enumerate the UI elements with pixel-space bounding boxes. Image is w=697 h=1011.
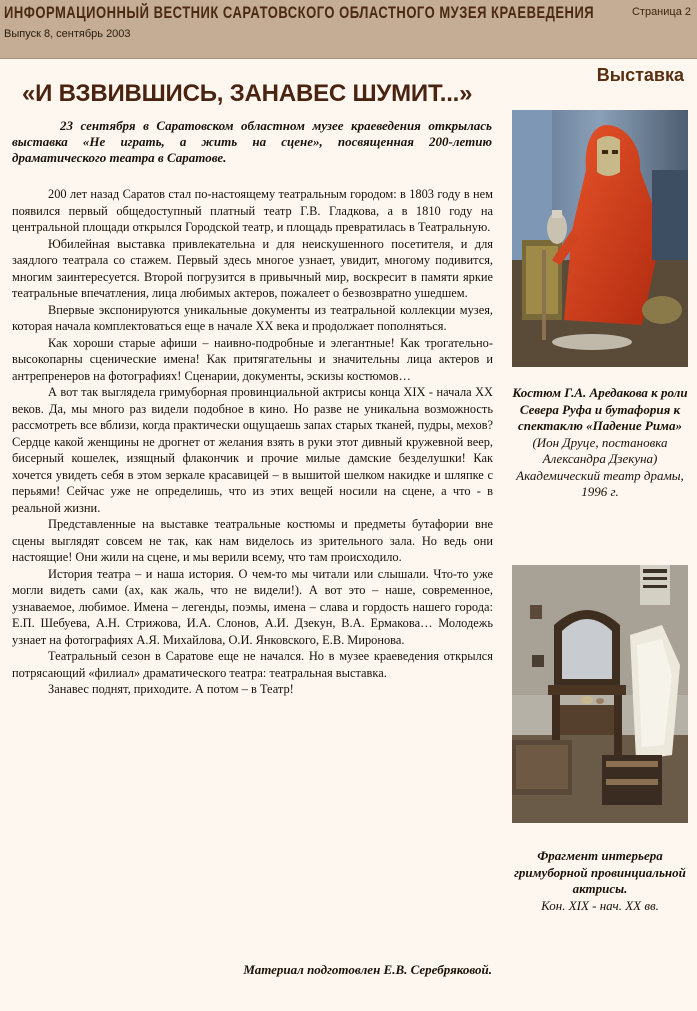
issue-label: Выпуск 8, сентябрь 2003 [4, 28, 131, 40]
article-body [12, 186, 493, 698]
paragraph: Представленные на выставке театральные костюмы и предметы бутафории вне сцены выглядят совсем не так, как нам виделось из зрительного зала. Но ведь они настоящие! Они жили на сцене, и мы верили всему, что там происходило. [12, 517, 493, 564]
paragraph: Театральный сезон в Саратове еще не начался. Но в музее краеведения открылся потрясающий «филиал» драматического театра: театральная выставка. [12, 649, 493, 680]
article-lead: 23 сентября в Саратовском областном музее краеведения открылась выставка «Не играть, а жить на сцене», посвященная 200-летию драматического театра в Саратове. [12, 118, 492, 165]
caption-normal: (Ион Друце, постановка Александра Дзекуна) Академический театр драмы, 1996 г. [516, 434, 684, 499]
costume-image [512, 110, 688, 367]
paragraph: Занавес поднят, приходите. А потом – в Театр! [48, 682, 294, 696]
paragraph: История театра – и наша история. О чем-то мы читали или слышали. Что-то уже могли видеть сами (ах, как жаль, что не видели!). А вот это – наше, современное, узнаваемое, любимое. Имена – легенды, поэмы, имена – слава и гордость нашего города: Е.П. Шебуева, А.Н. Стрижова, И.А. Слонов, А.И. Дзекун, В.А. Ермакова… Молодежь узнает на фотографиях А.Я. Михайлова, О.И. Янковского, Е.В. Миронова. [12, 566, 493, 647]
paragraph: Как хороши старые афиши – наивно-подробные и элегантные! Как трогательно-высокопарны сценические имена! Как притягательны и значительны лица актеров и антрепренеров на фотографиях! Сценарии, документы, эскизы костюмов… [12, 335, 493, 383]
paragraph: Впервые экспонируются уникальные документы из театральной коллекции музея, которая начала комплектоваться еще в начале XX века и продолжает пополняться. [12, 302, 493, 333]
costume-photo [512, 110, 688, 367]
caption-bold: Костюм Г.А. Аредакова к роли Севера Руфа и бутафория к спектаклю «Падение Рима» [512, 385, 688, 433]
dressing-room-image [512, 565, 688, 823]
costume-caption [510, 385, 690, 501]
page-number: Страница 2 [631, 6, 691, 18]
paragraph: А вот так выглядела гримуборная провинциальной актрисы конца XIX - начала XX веков. Да, мы много раз видели подобное в кино. Но разве не уникальна возможность рассмотреть все вблизи, когда практически ощущаешь запах старых тканей, пудры, мехов? Сердце какой женщины не дрогнет от желания взять в руки этот дивный кружевной веер, бисерный кошелек, изящный флакончик и прочие милые дамские безделушки! Как хочется увидеть себя в этом зеркале красавицей – в вышитой шелком накидке и шляпке с перьями! Сейчас уже не определишь, что из этих вещей носили на сцене, а что - в реальной жизни. [12, 385, 493, 515]
paragraph: Юбилейная выставка привлекательна и для неискушенного посетителя, и для заядлого театрала со стажем. Первый здесь многое узнает, увидит, многому подивится, многим заинтересуется. Второй погрузится в привычный мир, воскресит в памяти яркие театральные впечатления, лица любимых актеров, пожалеет о безвозвратно ушедшем. [12, 236, 493, 300]
masthead-bar [0, 0, 697, 59]
dressing-room-photo [512, 565, 688, 823]
author-credit: Материал подготовлен Е.В. Серебряковой. [243, 962, 492, 977]
article-title: «И ВЗВИВШИСЬ, ЗАНАВЕС ШУМИТ...» [22, 80, 473, 107]
caption-bold: Фрагмент интерьера гримуборной провинциальной актрисы. [514, 848, 686, 896]
caption-normal: Кон. XIX - нач. XX вв. [541, 897, 659, 913]
paragraph: 200 лет назад Саратов стал по-настоящему театральным городом: в 1803 году в нем появился первый общедоступный платный театр Г.В. Гладкова, а в 1810 году на центральной площади открылся Городской театр, и площадь превратилась в Театральную. [12, 187, 493, 234]
section-title: Выставка [596, 65, 684, 85]
masthead-title: ИНФОРМАЦИОННЫЙ ВЕСТНИК САРАТОВСКОГО ОБЛАСТНОГО МУЗЕЯ КРАЕВЕДЕНИЯ [4, 3, 595, 22]
dressing-room-caption [510, 848, 690, 914]
